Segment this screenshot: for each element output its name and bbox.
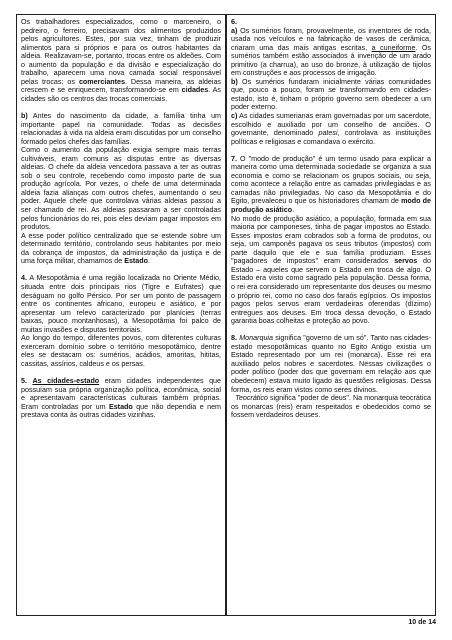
paragraph-monarchy: 8. Monarquia significa "governo de um só". Tanto nas cidades-estado mesopotâmicas quanto no Egito Antigo existia um Estado representado por um rei (monarca). Esse rei era auxiliado pelos nobres e sacerdotes. Nessas civilizações o poder político (poder dos que governam em relação aos que obedecem) estava muito ligado às questões religiosas. Dessa forma, os reis eram vistos como seres divinos. bbox=[231, 334, 431, 394]
paragraph-mesopotamia-peoples: Ao longo do tempo, diferentes povos, com diferentes culturas exerceram domínio sobre o território mesopotâmico, dentre eles se destacam os: sumérios, acádios, amoritas, hititas, cassitas, assírios, caldeus e os persas. bbox=[21, 334, 221, 368]
paragraph-family-role: b) Antes do nascimento da cidade, a família tinha um importante papel na comunidade. Todas as decisões relacionadas à vida na aldeia eram discutidas por um conselho formado pelos chefes das famílias. bbox=[21, 112, 221, 146]
page-number: 10 de 14 bbox=[408, 619, 436, 626]
paragraph-state-definition: A esse poder político centralizado que se estende sobre um determinado território, controlando seus habitantes por meio da cobrança de impostos, da administração da justiça e de uma força militar, chamamos de Estado. bbox=[21, 231, 221, 266]
paragraph-sumerian-government: c) As cidades sumerianas eram governadas por um sacerdote, escolhido e auxiliado por um conselho de anciões. O governante, denominado patesi, controlava as instituições políticas e religiosas e comandava o exército. bbox=[231, 112, 432, 146]
paragraph-city-states: 5. As cidades-estado eram cidades independentes que possuíam sua própria organização política, econômica, social e apresentavam características culturais também próprias. Eram controladas por um Estado que não dependia e nem prestava conta às outras cidades vizinhas. bbox=[21, 376, 221, 420]
paragraph-mesopotamia: 4. A Mesopotâmia é uma região localizada no Oriente Médio, situada entre dois principais rios (Tigre e Eufrates) que deságuam no golfo Pérsico. Por ser um ponto de passagem entre os continentes africano, europeu e asiático, e por apresentar um relevo caracterizado por planícies (terras baixas, pouco montanhosas), a Mesopotâmia foi palco de muitas invasões e disputas territoriais. bbox=[21, 274, 221, 334]
paragraph-asiatic-mode: No modo de produção asiático, a população, formada em sua maioria por camponeses, tinha de pagar impostos ao Estado. Esses impostos eram cobrados sob a forma de produtos, ou seja, um camponês pagava os seus tributos (impostos) com parte daquilo que ele e sua família produziam. Esses "pagadores de impostos" eram considerados servos do Estado – aqueles que servem o Estado em troca de algo. O Estado era visto como sagrado pela população. Dessa forma, o rei era considerado um representante dos deuses ou mesmo o próprio rei, como no caso dos faraós egípcios. Os impostos pagos pelos servos eram verdadeiras oferendas (dízimo) entregues aos deuses. Em troca dessa devoção, o Estado garantia boas colheitas e proteção ao povo. bbox=[231, 214, 431, 326]
paragraph-sumerian-city-states: b) Os sumérios fundaram inicialmente várias comunidades que, pouco a pouco, foram se transformando em cidades-estado, isto é, tinham o próprio governo sem obedecer a um poder externo. bbox=[231, 77, 431, 112]
right-column bbox=[226, 14, 436, 616]
answer-6-number: 6. bbox=[231, 18, 237, 26]
paragraph-theocracy: Teocrático significa "poder de deus". Na monarquia teocrática os monarcas (reis) eram respeitados e obedecidos como se fossem verdadeiros deuses. bbox=[231, 394, 431, 420]
paragraph-sumerian-inventions: a) Os sumérios foram, provavelmente, os inventores de roda, usada nos veículos e na fabricação de vasos de cerâmica, criaram uma das mais antigas escritas, a cuneiforme. Os sumérios também estão associados à invenção de um arado primitivo (a charrua), ao uso do bronze, à utilização de tijolos em construções e aos processos de irrigação. bbox=[231, 26, 432, 78]
paragraph-trade-cities: Os trabalhadores especializados, como o marceneiro, o pedreiro, o ferreiro, precisavam dos alimentos produzidos pelos agricultores. Estes, por sua vez, tinham de produzir alimentos para si próprios e para os outros habitantes da aldeia. Realizavam-se, portanto, trocas entre os aldeões. Com o aumento da população e da divisão e especialização do trabalho, aparecem uma nova camada social responsável pelas trocas: os comerciantes. Dessa maneira, as aldeias crescem e se enriquecem, transformando-se em cidades. As cidades são os centros das trocas comerciais. bbox=[21, 18, 221, 103]
left-column bbox=[16, 14, 226, 616]
paragraph-mode-of-production: 7. O "modo de produção" é um termo usado para explicar a maneira como uma determinada sociedade se organiza a sua economia e como se relacionam os grupos sociais, ou seja, como acontece a relação entre as camadas privilegiadas e as camadas não privilegiadas. No caso da Mesopotâmia e do Egito, prevaleceu o que os historiadores chamam de modo de produção asiático. bbox=[231, 154, 431, 215]
paragraph-population-growth: Como o aumento da população exigia sempre mais terras cultiváveis, eram comuns as disputas entre as diversas aldeias. O chefe da aldeia vencedora passava a ter as outras sob o seu controle, recebendo como imposto parte de sua produção agrícola. Por vezes, o chefe de uma determinada aldeia fazia alianças com outros chefes, aumentando o seu poder. Aquele chefe que controlava várias aldeias passou a ser chamado de rei. As aldeias passaram a ser controladas pelos funcionários do rei, pois eles deviam pagar impostos em produtos. bbox=[21, 146, 221, 232]
